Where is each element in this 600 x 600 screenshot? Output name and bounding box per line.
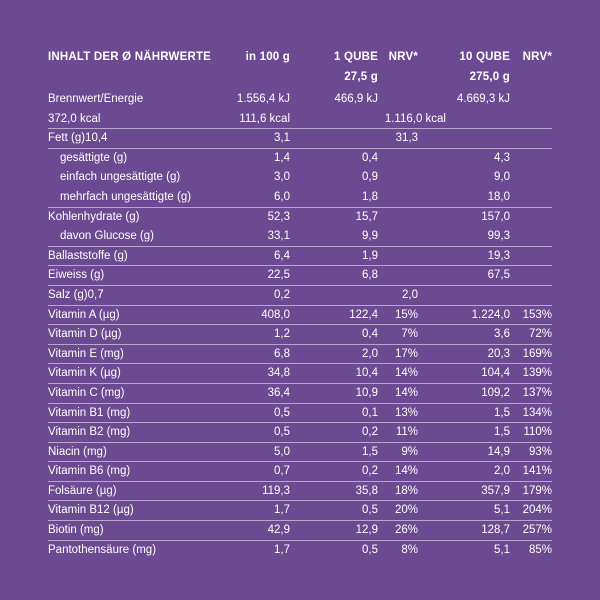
row-label: Fett (g)10,4 [48,132,108,145]
value-10-qube: 1.224,0 [471,308,510,321]
table-row [48,129,552,149]
value-10-qube: 128,7 [481,524,510,537]
row-label: Salz (g)0,7 [48,288,104,301]
value-1-qube: 1,9 [362,249,378,262]
table-row [48,364,552,384]
row-label: Kohlenhydrate (g) [48,210,140,223]
value-1-qube: 0,4 [362,151,378,164]
table-row [48,443,552,463]
value-per-100g: 1.556,4 kJ [236,93,290,105]
row-label: Vitamin K (µg) [48,367,121,380]
value-10-qube: 2,0 [494,465,510,478]
nrv-10-qube: 93% [528,445,552,458]
table-row [48,541,552,561]
table-row [48,521,552,541]
row-label: Eiweiss (g) [48,269,105,282]
row-label: Vitamin C (mg) [48,386,125,399]
value-10-qube: 20,3 [487,347,510,360]
header-per-100g: in 100 g [245,51,290,63]
table-row [48,462,552,482]
value-per-100g: 1,4 [274,151,290,164]
value-per-100g: 6,8 [274,347,290,360]
header-1-qube-weight: 27,5 g [344,71,378,83]
value-per-100g: 0,2 [274,288,290,301]
value-per-100g: 33,1 [267,230,290,243]
table-row [48,404,552,424]
nrv-1-qube: 11% [395,426,418,439]
table-row [48,110,552,130]
value-1-qube: 0,5 [362,543,378,556]
table-row [48,90,552,110]
row-label: Brennwert/Energie [48,93,144,105]
value-10-qube: 9,0 [494,171,510,184]
table-row [48,306,552,326]
value-1-qube: 12,9 [355,524,378,537]
value-1-qube: 1,5 [362,445,378,458]
value-1-qube: 35,8 [355,484,378,497]
table-row [48,247,552,267]
table-row [48,188,552,208]
nrv-1-qube: 26% [394,524,418,537]
nrv-1-qube: 20% [394,504,418,517]
row-label: Vitamin B12 (µg) [48,504,134,517]
nrv-10-qube: 153% [522,308,552,321]
nrv-1-qube: 9% [401,445,418,458]
value-per-100g: 0,7 [274,465,290,478]
row-label: Folsäure (µg) [48,484,117,497]
value-per-100g: 3,1 [274,132,290,145]
value-per-100g: 52,3 [267,210,290,223]
value-per-100g: 6,0 [274,190,290,203]
nrv-1-qube: 7% [401,328,418,341]
table-row [48,384,552,404]
nrv-1-qube: 18% [394,484,418,497]
nrv-10-qube: 72% [528,328,552,341]
table-row [48,266,552,286]
value-10-qube: 104,4 [481,367,510,380]
header-nrv-2: NRV* [522,51,552,63]
value-1-qube: 10,4 [355,367,378,380]
nutrition-table [48,50,552,560]
row-label: einfach ungesättigte (g) [60,171,181,184]
value-1-qube: 10,9 [355,386,378,399]
nrv-10-qube: 169% [522,347,552,360]
value-1-qube: 6,8 [362,269,378,282]
value-10-qube: 4.669,3 kJ [456,93,510,105]
value-per-100g: 111,6 kcal [239,112,290,125]
header-10-qube-weight: 275,0 g [469,71,510,83]
row-label: Vitamin B6 (mg) [48,465,131,478]
value-per-100g: 3,0 [274,171,290,184]
value-per-100g: 6,4 [274,249,290,262]
value-per-100g: 34,8 [267,367,290,380]
nrv-10-qube: 257% [522,524,552,537]
value-10-qube: 357,9 [481,484,510,497]
value-10-qube: 14,9 [487,445,510,458]
value-1-qube: 9,9 [362,230,378,243]
value-1-qube: 1.116,0 kcal [384,112,446,125]
table-row [48,482,552,502]
row-label: Biotin (mg) [48,524,104,537]
value-per-100g: 0,5 [274,426,290,439]
value-per-100g: 408,0 [261,308,290,321]
nrv-1-qube: 17% [394,347,418,360]
table-row [48,325,552,345]
header-nrv-1: NRV* [388,51,418,63]
table-row [48,149,552,169]
value-10-qube: 1,5 [494,406,510,419]
value-1-qube: 0,2 [362,426,378,439]
table-title: INHALT DER Ø NÄHRWERTE [48,51,212,63]
value-10-qube: 4,3 [494,151,510,164]
row-label: davon Glucose (g) [60,230,154,243]
row-label: Vitamin A (µg) [48,308,120,321]
value-10-qube: 99,3 [487,230,510,243]
table-header [48,50,552,90]
row-label: Vitamin E (mg) [48,347,124,360]
row-label: Ballaststoffe (g) [48,249,128,262]
value-per-100g: 119,3 [262,484,290,497]
nrv-10-qube: 204% [522,504,552,517]
row-label: Vitamin D (µg) [48,328,122,341]
value-1-qube: 31,3 [395,132,418,145]
row-label: gesättigte (g) [60,151,128,164]
table-row [48,501,552,521]
value-per-100g: 1,7 [274,543,290,556]
value-10-qube: 109,2 [481,386,510,399]
value-1-qube: 2,0 [402,288,418,301]
value-per-100g: 1,7 [274,504,290,517]
table-row [48,208,552,228]
row-label: Vitamin B1 (mg) [48,406,131,419]
value-1-qube: 0,1 [362,406,378,419]
row-label: Vitamin B2 (mg) [48,426,131,439]
value-per-100g: 36,4 [267,386,290,399]
value-1-qube: 122,4 [349,308,378,321]
nrv-10-qube: 134% [522,406,552,419]
value-1-qube: 0,5 [362,504,378,517]
nrv-1-qube: 14% [394,386,418,399]
nrv-1-qube: 8% [401,543,418,556]
value-10-qube: 5,1 [494,543,510,556]
table-body [48,90,552,560]
value-1-qube: 1,8 [362,190,378,203]
value-per-100g: 42,9 [267,524,290,537]
table-row [48,345,552,365]
value-10-qube: 1,5 [494,426,510,439]
nrv-10-qube: 137% [522,386,552,399]
nrv-1-qube: 14% [394,367,418,380]
value-1-qube: 15,7 [355,210,378,223]
header-1-qube: 1 QUBE [333,51,378,63]
table-row [48,286,552,306]
nrv-10-qube: 179% [522,484,552,497]
table-row [48,227,552,247]
value-1-qube: 466,9 kJ [334,93,378,105]
value-per-100g: 5,0 [274,445,290,458]
value-10-qube: 157,0 [481,210,510,223]
value-1-qube: 0,4 [362,328,378,341]
nrv-1-qube: 14% [394,465,418,478]
row-label: Pantothensäure (mg) [48,543,157,556]
value-10-qube: 5,1 [494,504,510,517]
value-per-100g: 0,5 [274,406,290,419]
row-label: mehrfach ungesättigte (g) [60,190,192,203]
value-10-qube: 67,5 [487,269,510,282]
row-label: 372,0 kcal [48,112,101,125]
value-10-qube: 3,6 [494,328,510,341]
nrv-10-qube: 85% [528,543,552,556]
value-1-qube: 0,9 [362,171,378,184]
value-per-100g: 1,2 [274,328,290,341]
nrv-10-qube: 110% [523,426,552,439]
table-row [48,168,552,188]
nrv-1-qube: 13% [394,406,418,419]
nrv-10-qube: 141% [522,465,552,478]
value-per-100g: 22,5 [267,269,290,282]
nrv-1-qube: 15% [394,308,418,321]
value-1-qube: 2,0 [362,347,378,360]
row-label: Niacin (mg) [48,445,107,458]
table-row [48,423,552,443]
header-10-qube: 10 QUBE [459,51,510,63]
value-10-qube: 19,3 [487,249,510,262]
value-1-qube: 0,2 [362,465,378,478]
nrv-10-qube: 139% [522,367,552,380]
value-10-qube: 18,0 [487,190,510,203]
